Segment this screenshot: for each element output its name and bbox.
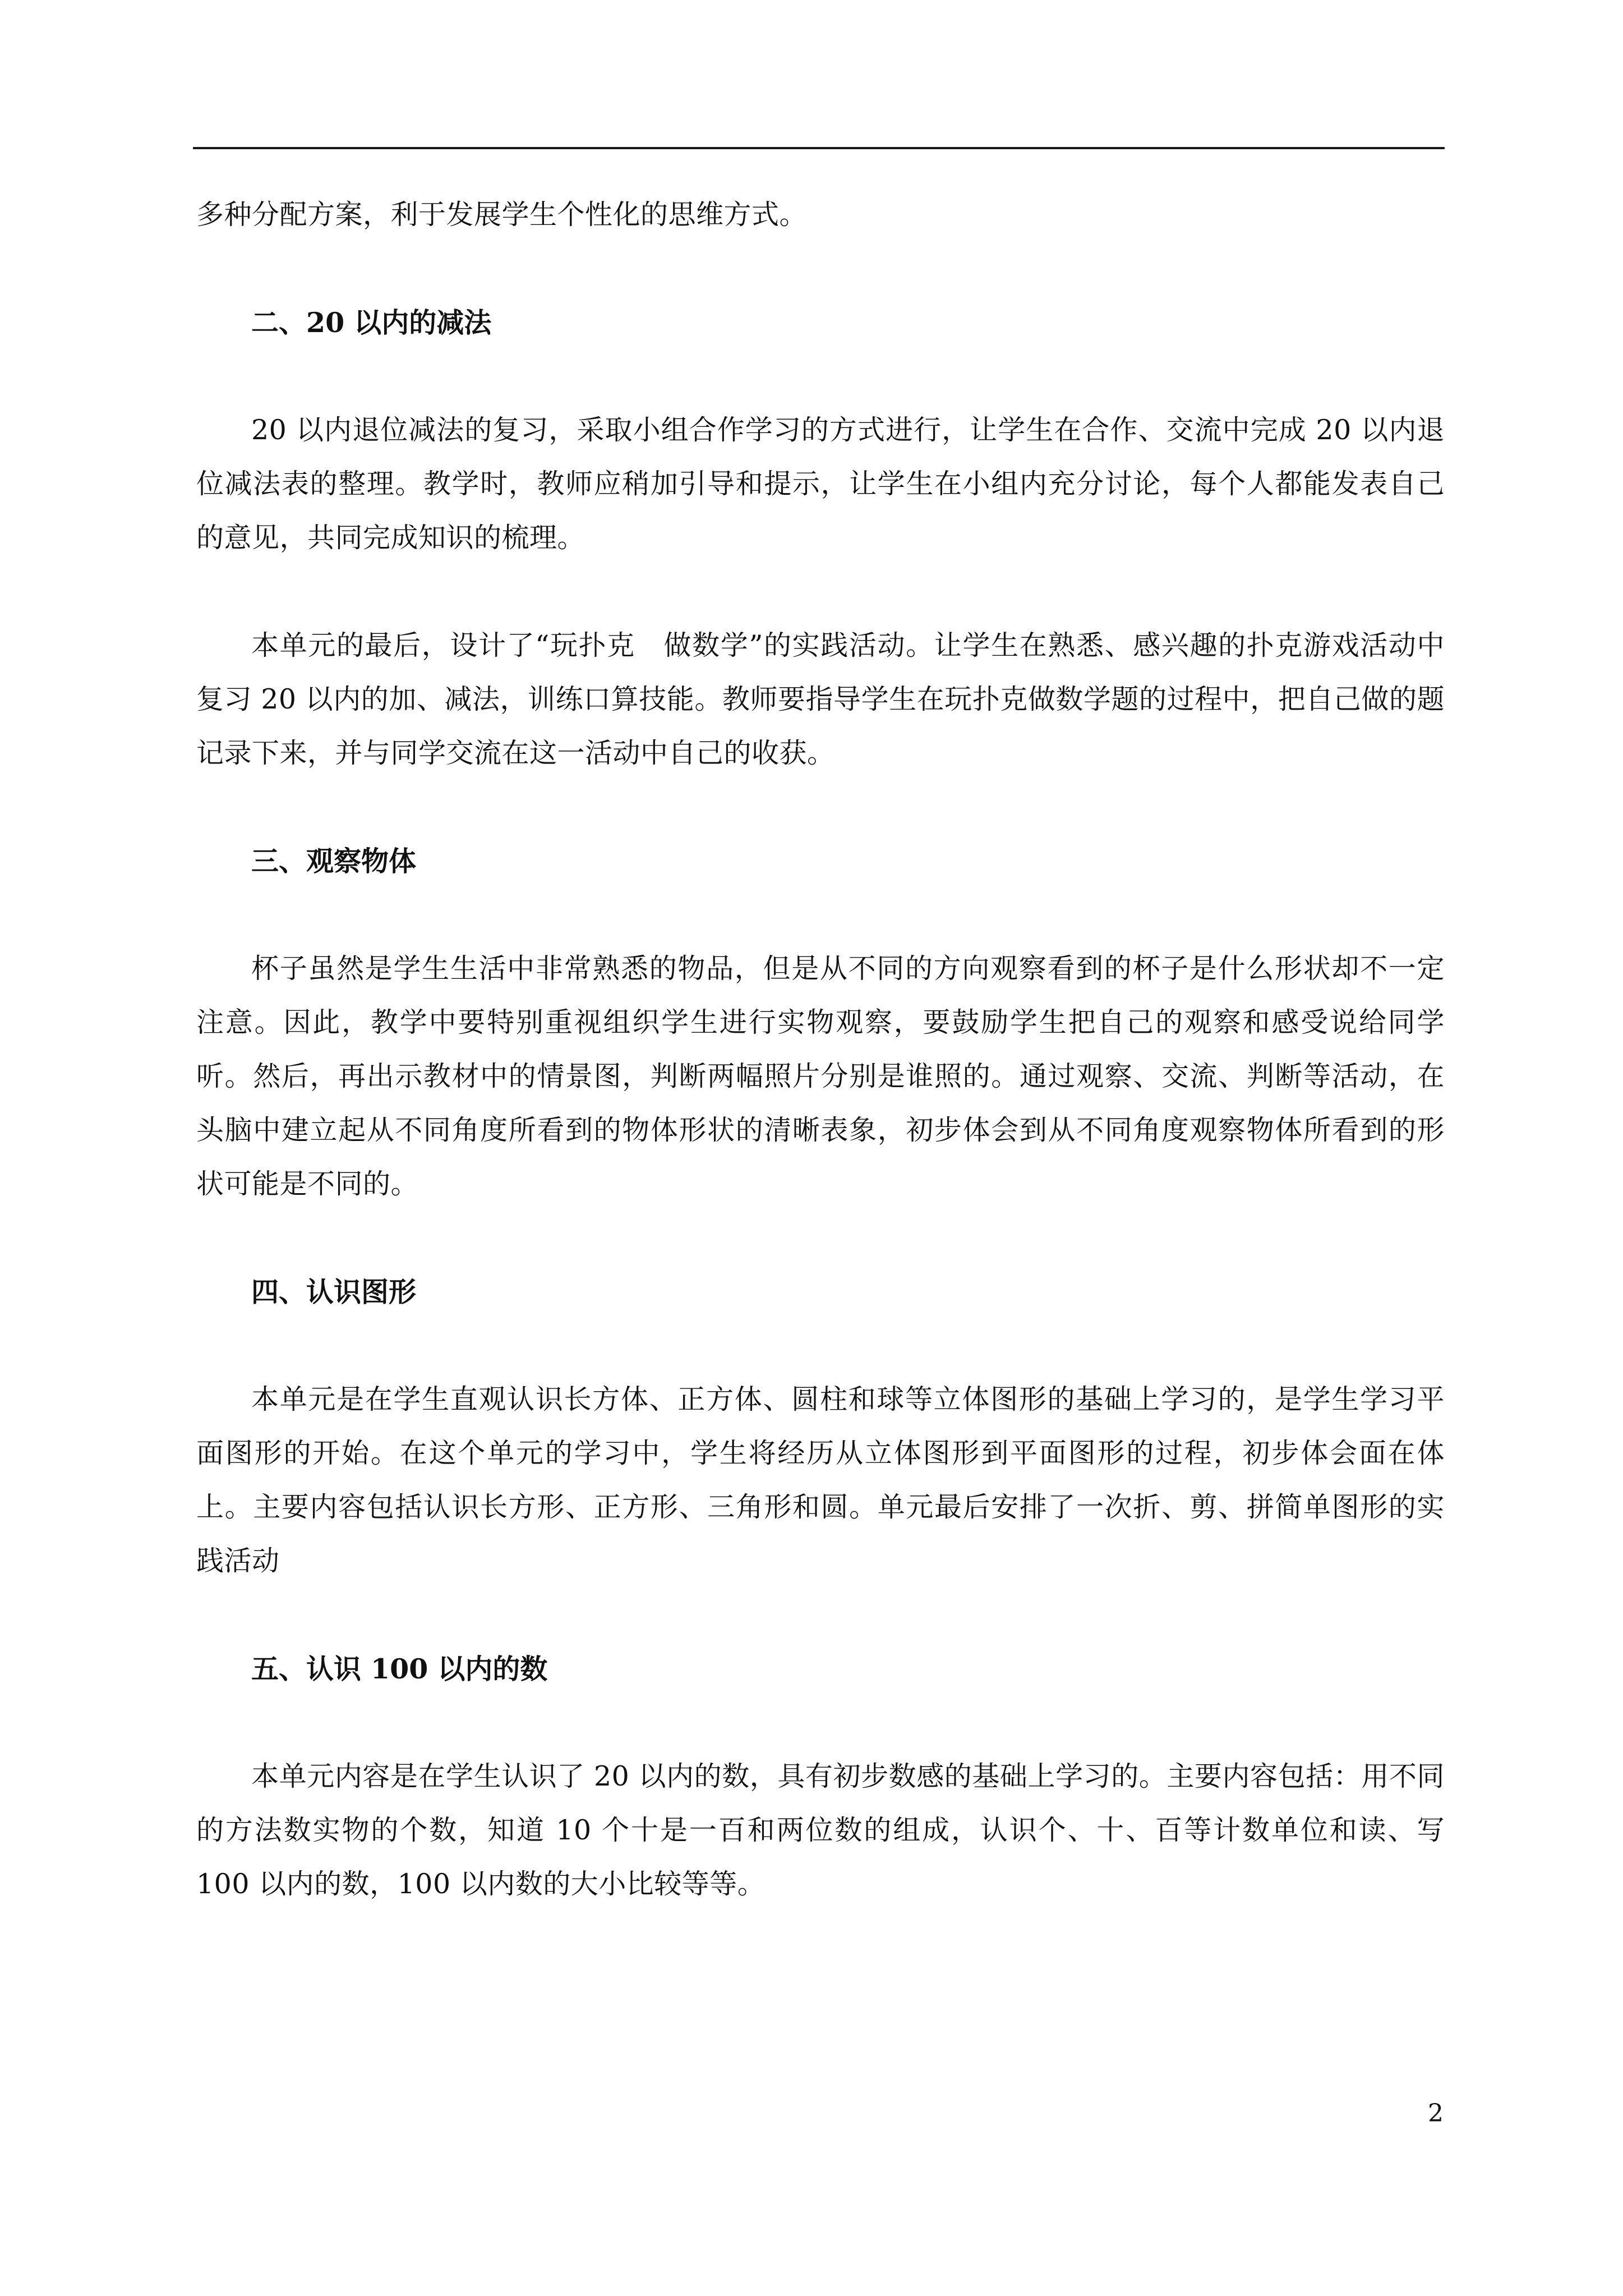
page-number: 2 <box>1428 2099 1444 2128</box>
section-heading-numbers-100: 五、认识 100 以内的数 <box>251 1653 548 1685</box>
document-body <box>196 188 1445 1911</box>
continuation-paragraph: 多种分配方案，利于发展学生个性化的思维方式。 <box>196 199 808 231</box>
section-heading-subtraction: 二、20 以内的减法 <box>251 306 492 339</box>
paragraph-observe-objects: 杯子虽然是学生生活中非常熟悉的物品，但是从不同的方向观察看到的杯子是什么形状却不一定注意。因此，教学中要特别重视组织学生进行实物观察，要鼓励学生把自己的观察和感受说给同学听。然后，再出示教材中的情景图，判断两幅照片分别是谁照的。通过观察、交流、判断等活动，在头脑中建立起从不同角度所看到的物体形状的清晰表象，初步体会到从不同角度观察物体所看到的形状可能是不同的。 <box>196 953 1445 1200</box>
header-rule <box>193 147 1445 149</box>
paragraph-subtraction-review: 20 以内退位减法的复习，采取小组合作学习的方式进行，让学生在合作、交流中完成 20 以内退位减法表的整理。教学时，教师应稍加引导和提示，让学生在小组内充分讨论，每个人都能发表自己的意见，共同完成知识的梳理。 <box>196 414 1445 554</box>
paragraph-poker-activity: 本单元的最后，设计了“玩扑克 做数学”的实践活动。让学生在熟悉、感兴趣的扑克游戏活动中复习 20 以内的加、减法，训练口算技能。教师要指导学生在玩扑克做数学题的过程中，把自己做的题记录下来，并与同学交流在这一活动中自己的收获。 <box>196 629 1445 769</box>
section-heading-shapes: 四、认识图形 <box>251 1276 417 1308</box>
section-heading-observe-objects: 三、观察物体 <box>251 845 417 877</box>
paragraph-numbers-100: 本单元内容是在学生认识了 20 以内的数，具有初步数感的基础上学习的。主要内容包括：用不同的方法数实物的个数，知道 10 个十是一百和两位数的组成，认识个、十、百等计数单位和读、写 100 以内的数，100 以内数的大小比较等等。 <box>196 1760 1445 1900</box>
paragraph-shapes: 本单元是在学生直观认识长方体、正方体、圆柱和球等立体图形的基础上学习的，是学生学习平面图形的开始。在这个单元的学习中，学生将经历从立体图形到平面图形的过程，初步体会面在体上。主要内容包括认识长方形、正方形、三角形和圆。单元最后安排了一次折、剪、拼简单图形的实践活动 <box>196 1383 1445 1577</box>
